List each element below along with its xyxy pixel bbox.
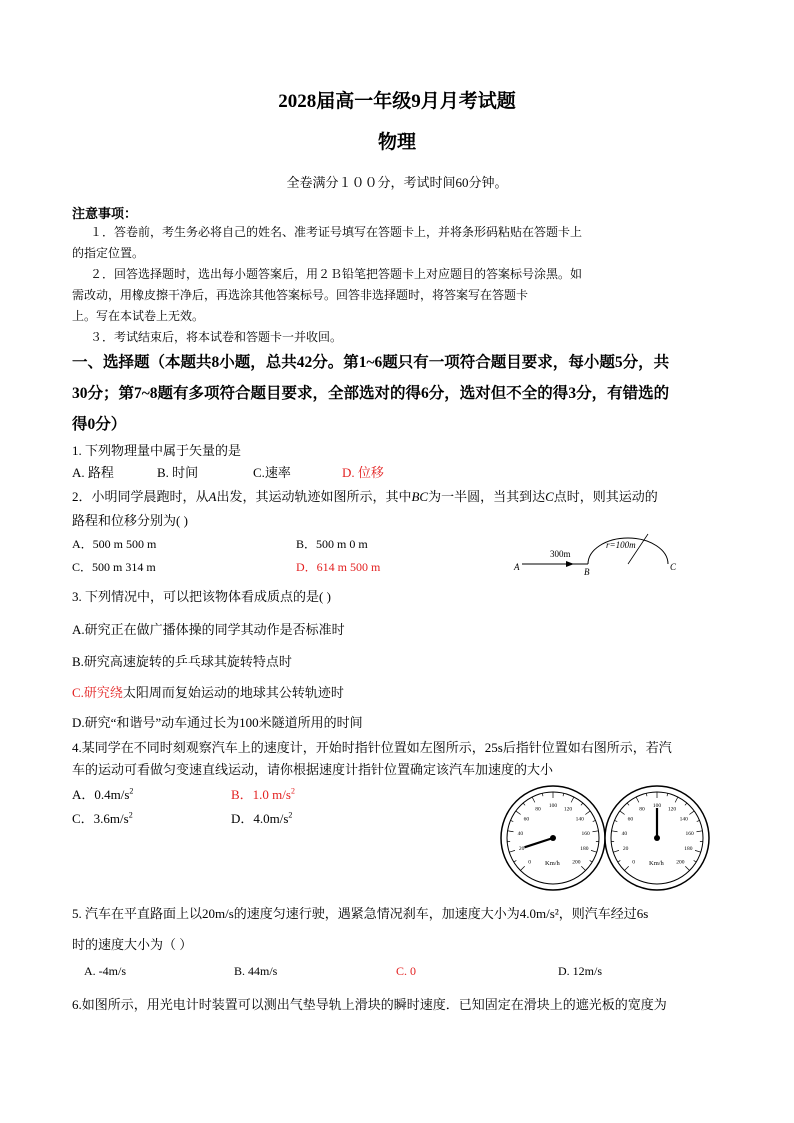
gauge-tick-label: 80 xyxy=(535,806,541,813)
gauge-tick-label: 120 xyxy=(667,806,677,813)
gauge-tick-label: 60 xyxy=(627,816,634,823)
gauge-tick-label: 160 xyxy=(685,830,694,837)
q4-option-d xyxy=(231,808,292,827)
section-heading-line-3: 得0分） xyxy=(72,416,127,433)
q4-stem-line-2: 车的运动可看做匀变速直线运动，请你根据速度计指针位置确定该汽车加速度的大小 xyxy=(72,762,554,777)
q2-stem-part-3: 为一半圆，当其到达 xyxy=(428,489,546,504)
q1-option-c: C.速率 xyxy=(253,465,291,480)
q4-option-c-exp: 2 xyxy=(128,810,133,820)
q4-option-c-text: C．3.6m/s xyxy=(72,811,129,826)
q2-option-d-answer: D．614 m 500 m xyxy=(296,560,381,574)
q2-stem-line-1 xyxy=(72,486,658,505)
q2-option-b: B．500 m 0 m xyxy=(296,537,368,551)
gauge-tick-label: 100 xyxy=(548,803,558,809)
q5-stem-line-2: 时的速度大小为（ ） xyxy=(72,937,193,952)
q6-stem: 6.如图所示，用光电计时装置可以测出气垫导轨上滑块的瞬时速度．已知固定在滑块上的遮光板的宽度为 xyxy=(72,997,667,1012)
gauge-tick-label: 0 xyxy=(528,859,532,866)
gauge-tick-label: 20 xyxy=(622,846,629,853)
section-heading-line-2: 30分；第7~8题有多项符合题目要求，全部选对的得6分，选对但不全的得3分，有错选的 xyxy=(72,385,670,402)
note-line-2: 的指定位置。 xyxy=(72,246,145,260)
section-heading-line-1: 一、选择题（本题共8小题，总共42分。第1~6题只有一项符合题目要求，每小题5分，共 xyxy=(72,354,670,371)
gauge-tick-label: 200 xyxy=(676,859,685,866)
gauge-right-hub xyxy=(654,835,660,841)
gauge-tick-label: 120 xyxy=(563,806,573,813)
gauge-tick-label: 140 xyxy=(679,816,688,823)
gauge-tick-label: 200 xyxy=(572,859,581,866)
q3-option-b: B.研究高速旋转的乒乓球其旋转特点时 xyxy=(72,654,292,669)
gauge-tick-label: 100 xyxy=(652,803,662,809)
gauge-left-hub xyxy=(550,835,556,841)
q4-option-a-text: A．0.4m/s xyxy=(72,787,130,802)
q2-var-bc: BC xyxy=(411,489,429,504)
gauge-tick-label: 180 xyxy=(580,846,589,853)
exam-title: 2028届高一年级9月月考试题 xyxy=(278,91,516,112)
q5-option-d: D. 12m/s xyxy=(558,964,603,978)
q2-stem-line-2: 路程和位移分别为( ) xyxy=(72,513,188,528)
q5-option-b: B. 44m/s xyxy=(234,964,278,978)
q3-option-a: A.研究正在做广播体操的同学其动作是否标准时 xyxy=(72,622,345,637)
gauge-tick-label: 40 xyxy=(517,830,524,837)
q2-point-b: B xyxy=(584,567,590,575)
q4-speedometer-figure xyxy=(500,782,712,894)
q2-option-d xyxy=(296,558,380,575)
note-line-1: １．答卷前，考生务必将自己的姓名、准考证号填写在答题卡上，并将条形码粘贴在答题卡上 xyxy=(90,225,583,239)
gauge-tick-label: 60 xyxy=(523,816,530,823)
notes-heading: 注意事项： xyxy=(72,206,138,221)
q3-option-c-marked: C.研究绕 xyxy=(72,685,123,700)
q4-option-b xyxy=(231,784,295,803)
gauge-left-unit: Km/h xyxy=(545,860,560,867)
q4-option-a xyxy=(72,784,133,803)
gauge-right-unit: Km/h xyxy=(649,860,664,867)
q2-label-radius: r=100m xyxy=(606,540,636,550)
q3-option-c xyxy=(72,682,344,701)
q1-option-d: D. 位移 xyxy=(342,465,384,480)
gauge-tick-label: 160 xyxy=(581,830,590,837)
q2-option-a: A．500 m 500 m xyxy=(72,537,157,551)
q2-stem-part-2: 出发，其运动轨迹如图所示，其中 xyxy=(216,489,412,504)
q3-option-c-rest: 太阳周而复始运动的地球其公转轨迹时 xyxy=(122,685,344,700)
q4-stem-line-1: 4.某同学在不同时刻观察汽车上的速度计，开始时指针位置如左图所示，25s后指针位置如右图所示，若汽 xyxy=(72,740,672,755)
q4-option-a-exp: 2 xyxy=(129,786,134,796)
q1-option-b: B. 时间 xyxy=(157,465,199,480)
q5-option-a: A. -4m/s xyxy=(84,964,126,978)
q2-option-c: C．500 m 314 m xyxy=(72,560,156,574)
note-line-6: ３．考试结束后，将本试卷和答题卡一并收回。 xyxy=(90,330,343,344)
exam-meta: 全卷满分１００分，考试时间60分钟。 xyxy=(286,175,508,190)
q3-stem: 3. 下列情况中，可以把该物体看成质点的是( ) xyxy=(72,589,331,604)
note-line-4: 需改动，用橡皮擦干净后，再选涂其他答案标号。回答非选择题时，将答案写在答题卡 xyxy=(72,288,529,302)
speedometer-left xyxy=(501,786,605,890)
q2-point-a: A xyxy=(514,562,520,572)
gauge-tick-label: 40 xyxy=(621,830,628,837)
note-line-5: 上。写在本试卷上无效。 xyxy=(72,309,205,323)
q2-stem-part-1: 2．小明同学晨跑时，从 xyxy=(72,489,209,504)
q1-option-a: A. 路程 xyxy=(72,465,114,480)
q2-label-distance: 300m xyxy=(550,549,571,559)
q4-option-c xyxy=(72,808,133,827)
gauge-tick-label: 0 xyxy=(632,859,636,866)
note-line-3: ２．回答选择题时，选出每小题答案后，用２Ｂ铅笔把答题卡上对应题目的答案标号涂黑。如 xyxy=(90,267,583,281)
gauge-tick-label: 80 xyxy=(639,806,645,813)
q2-stem-part-4: 点时，则其运动的 xyxy=(553,489,658,504)
gauge-tick-label: 20 xyxy=(518,846,525,853)
gauge-tick-label: 140 xyxy=(575,816,584,823)
q2-trajectory-figure xyxy=(510,520,690,575)
speedometer-right xyxy=(605,786,709,890)
q2-var-a: A xyxy=(208,489,217,504)
gauge-tick-label: 180 xyxy=(684,846,693,853)
q4-option-b-exp: 2 xyxy=(290,786,295,796)
q5-stem-line-1: 5. 汽车在平直路面上以20m/s的速度匀速行驶，遇紧急情况刹车，加速度大小为4.0m/s²，则汽车经过6s xyxy=(72,906,649,921)
q1-stem: 1. 下列物理量中属于矢量的是 xyxy=(72,443,242,458)
q3-option-d: D.研究“和谐号”动车通过长为100米隧道所用的时间 xyxy=(72,715,363,730)
q4-option-d-text: D．4.0m/s xyxy=(231,811,289,826)
q4-option-b-text: B．1.0 m/s xyxy=(231,787,291,802)
q2-arrow-icon xyxy=(566,561,574,567)
subject-title: 物理 xyxy=(377,132,416,153)
q5-option-c: C. 0 xyxy=(396,964,417,978)
q4-option-d-exp: 2 xyxy=(288,810,293,820)
q2-point-c: C xyxy=(670,562,677,572)
q2-var-c: C xyxy=(545,489,554,504)
